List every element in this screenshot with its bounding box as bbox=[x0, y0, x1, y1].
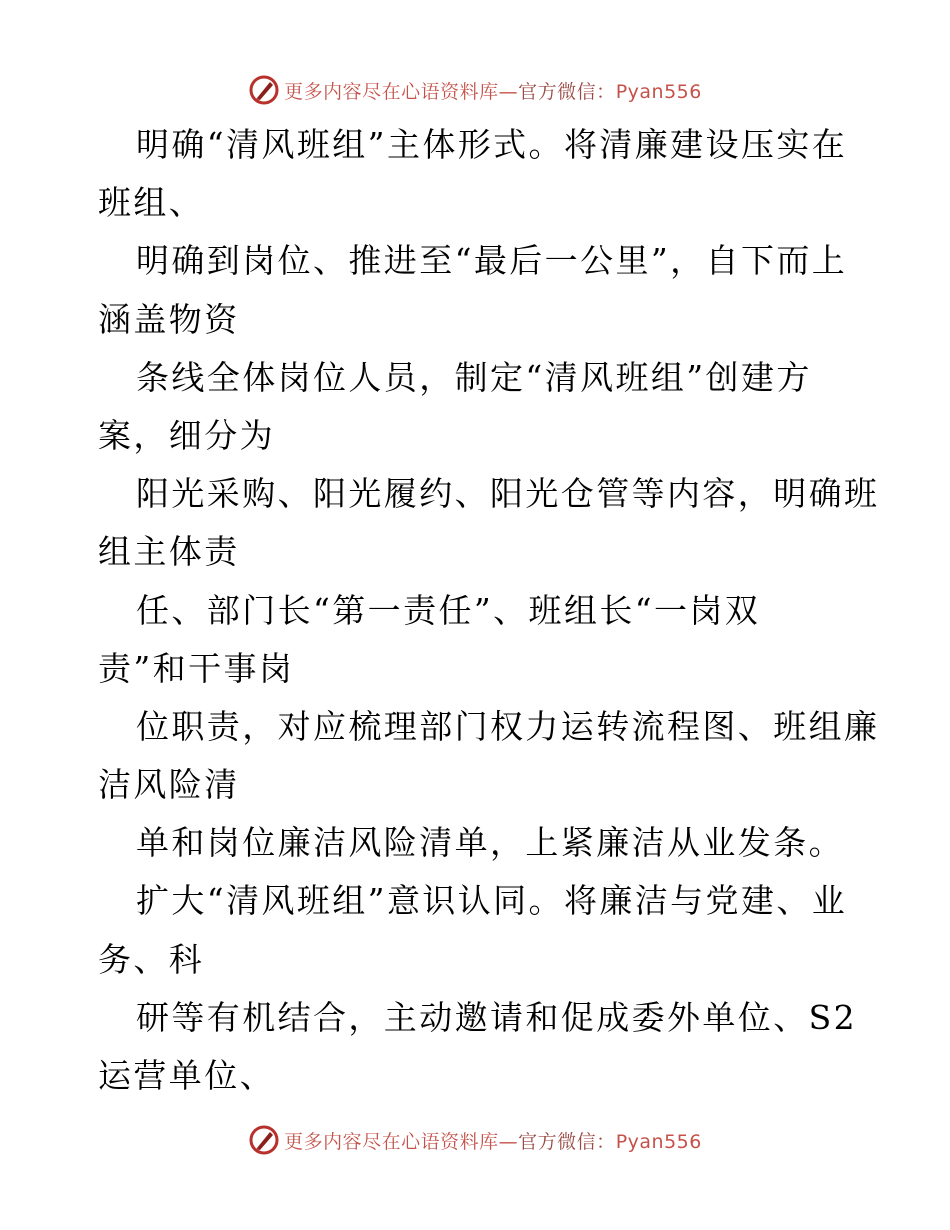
body-line: 务、科 bbox=[98, 939, 205, 979]
body-line: 班组、 bbox=[98, 183, 205, 223]
quill-pen-circle-icon bbox=[248, 1124, 280, 1156]
body-line: 阳光采购、阳光履约、阳光仓管等内容，明确班 bbox=[136, 474, 880, 514]
footer-wechat-id: Pyan556 bbox=[615, 1130, 702, 1153]
header-banner bbox=[0, 70, 950, 110]
body-line: 明确“清风班组”主体形式。将清廉建设压实在 bbox=[136, 125, 848, 164]
document-body bbox=[98, 116, 880, 1105]
body-line: 运营单位、 bbox=[98, 1056, 275, 1095]
body-line: 责”和干事岗 bbox=[98, 648, 295, 688]
body-line: 明确到岗位、推进至“最后一公里”，自下而上 bbox=[136, 241, 848, 281]
body-line: 条线全体岗位人员，制定“清风班组”创建方 bbox=[136, 357, 812, 397]
footer-banner-text bbox=[284, 1127, 702, 1154]
header-site-text: 更多内容尽在心语资料库 bbox=[284, 80, 499, 103]
body-line: 组主体责 bbox=[98, 532, 240, 572]
body-line: 任、部门长“第一责任”、班组长“一岗双 bbox=[136, 590, 761, 630]
footer-official-label: 官方微信： bbox=[518, 1130, 616, 1153]
header-banner-inner bbox=[248, 74, 702, 106]
header-separator: — bbox=[498, 80, 519, 103]
body-line: 涵盖物资 bbox=[98, 299, 240, 339]
body-line: 扩大“清风班组”意识认同。将廉洁与党建、业 bbox=[136, 881, 848, 921]
footer-site-text: 更多内容尽在心语资料库 bbox=[284, 1130, 499, 1153]
body-line: 单和岗位廉洁风险清单，上紧廉洁从业发条。 bbox=[136, 823, 844, 863]
header-official-label: 官方微信： bbox=[518, 80, 616, 103]
quill-pen-circle-icon bbox=[248, 74, 280, 106]
header-wechat-id: Pyan556 bbox=[615, 80, 702, 103]
footer-banner bbox=[0, 1120, 950, 1160]
body-line: 案，细分为 bbox=[98, 415, 275, 455]
body-line: 位职责，对应梳理部门权力运转流程图、班组廉 bbox=[136, 706, 880, 746]
footer-separator: — bbox=[498, 1130, 519, 1153]
body-line: 洁风险清 bbox=[98, 765, 240, 805]
header-banner-text bbox=[284, 77, 702, 104]
body-line: 研等有机结合，主动邀请和促成委外单位、S2 bbox=[136, 997, 858, 1037]
footer-banner-inner bbox=[248, 1124, 702, 1156]
